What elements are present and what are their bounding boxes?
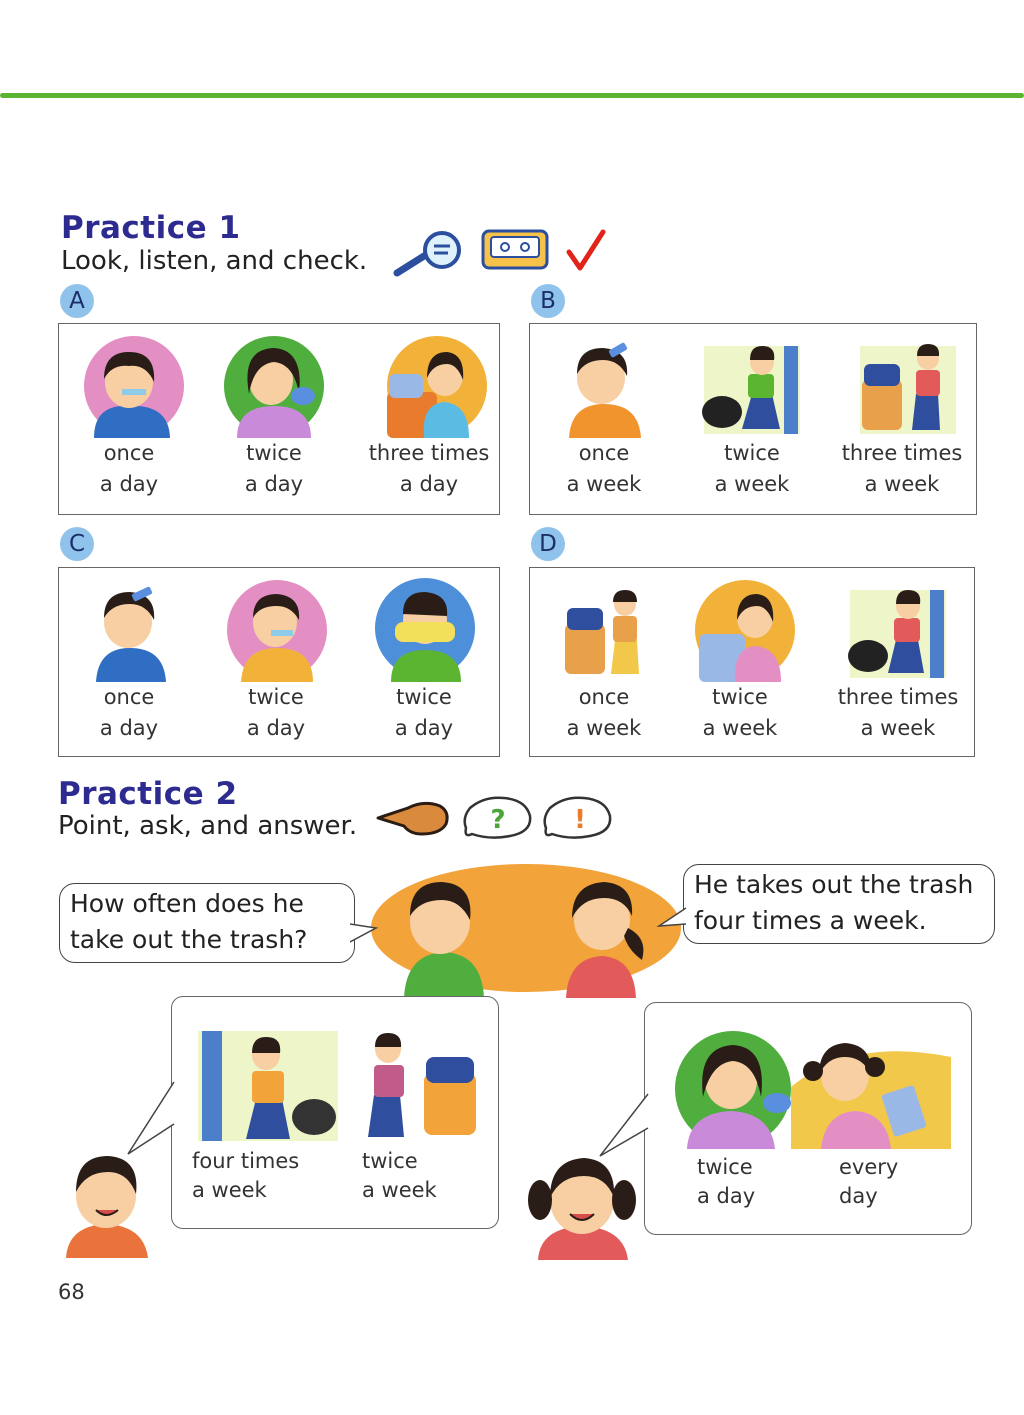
section-letter-c: C	[60, 527, 94, 561]
svg-text:!: !	[574, 805, 586, 835]
choice-line2: a week	[566, 472, 642, 496]
boy-vacuuming-picture	[362, 1025, 482, 1143]
choice-item[interactable]	[59, 578, 199, 744]
question-line2: take out the trash?	[70, 925, 308, 954]
page-number: 68	[58, 1280, 85, 1304]
choice-line1: three times	[368, 441, 490, 465]
boy-option-item[interactable]	[192, 1025, 342, 1205]
choice-line2: a week	[362, 1178, 437, 1202]
section-b-box	[529, 323, 977, 515]
choice-line1: twice	[396, 685, 452, 709]
choice-line2: a day	[399, 472, 459, 496]
choice-line2: a day	[246, 716, 306, 740]
section-a-box	[58, 323, 500, 515]
girl-speaker-picture	[524, 1148, 640, 1260]
exclamation-bubble-icon	[540, 794, 616, 842]
choice-item[interactable]	[359, 334, 499, 500]
top-green-rule	[0, 93, 1024, 98]
magnifier-icon	[392, 228, 472, 280]
question-speech-bubble	[59, 883, 355, 963]
boy-washing-face-picture	[369, 578, 479, 682]
choice-item[interactable]	[204, 334, 344, 500]
practice2-title: Practice 2	[58, 776, 238, 812]
boy-speaker-picture	[60, 1148, 152, 1258]
svg-text:?: ?	[490, 805, 506, 835]
girl-doing-homework-picture	[791, 1027, 951, 1149]
answer-line2: four times a week.	[694, 906, 927, 935]
choice-item[interactable]	[534, 334, 674, 500]
choice-line2: a day	[244, 472, 304, 496]
choice-item[interactable]	[682, 334, 822, 500]
choice-line2: a day	[697, 1184, 756, 1208]
choice-line2: a week	[702, 716, 778, 740]
choice-line1: three times	[837, 685, 959, 709]
practice1-instruction: Look, listen, and check.	[61, 246, 368, 276]
boy-brushing-teeth-picture	[221, 578, 331, 682]
choice-item[interactable]	[534, 578, 674, 744]
girl-option-item[interactable]	[791, 1027, 951, 1211]
choice-line2: a week	[192, 1178, 267, 1202]
choice-line2: day	[839, 1184, 878, 1208]
choice-line1: once	[578, 441, 630, 465]
cassette-icon	[481, 229, 551, 271]
girl-making-bed-picture	[685, 578, 795, 682]
checkmark-icon	[565, 228, 607, 274]
choice-item[interactable]	[670, 578, 810, 744]
choice-line2: a day	[394, 716, 454, 740]
choice-line2: a day	[99, 716, 159, 740]
choice-line1: twice	[248, 685, 304, 709]
boy-combing-hair-picture	[549, 334, 659, 438]
choice-line1: twice	[697, 1155, 753, 1179]
section-letter-a: A	[60, 284, 94, 318]
answer-bubble-tail	[655, 904, 687, 934]
section-d-box	[529, 567, 975, 757]
choice-item[interactable]	[832, 334, 972, 500]
boy-options-box	[171, 996, 499, 1229]
choice-line1: twice	[246, 441, 302, 465]
boy-taking-out-trash-picture	[192, 1025, 342, 1143]
boy-and-girl-talking-picture	[366, 858, 686, 998]
section-c-box	[58, 567, 500, 757]
section-letter-b: B	[531, 284, 565, 318]
boy-taking-out-trash-picture	[692, 334, 812, 438]
choice-line1: three times	[841, 441, 963, 465]
choice-line1: twice	[362, 1149, 418, 1173]
girl-brushing-hair-picture	[671, 1027, 801, 1149]
practice1-title: Practice 1	[61, 210, 241, 246]
girl-making-bed-picture	[369, 334, 489, 438]
choice-line1: twice	[724, 441, 780, 465]
choice-item[interactable]	[828, 578, 968, 744]
choice-line2: a week	[864, 472, 940, 496]
girl-brushing-hair-picture	[219, 334, 329, 438]
girl-taking-out-trash-picture	[838, 578, 958, 682]
question-bubble-tail	[350, 920, 380, 950]
choice-line1: once	[103, 441, 155, 465]
girl-option-item[interactable]	[671, 1027, 801, 1211]
choice-item[interactable]	[206, 578, 346, 744]
pointing-hand-icon	[374, 796, 454, 840]
choice-line1: once	[578, 685, 630, 709]
choice-line2: a day	[99, 472, 159, 496]
choice-item[interactable]	[59, 334, 199, 500]
choice-line2: a week	[714, 472, 790, 496]
choice-line2: a week	[566, 716, 642, 740]
answer-line1: He takes out the trash	[694, 870, 974, 899]
practice2-instruction: Point, ask, and answer.	[58, 811, 358, 841]
choice-line1: every	[839, 1155, 899, 1179]
boy-vacuuming-picture	[842, 334, 962, 438]
choice-line1: once	[103, 685, 155, 709]
question-bubble-icon	[460, 794, 536, 842]
answer-speech-bubble	[683, 864, 995, 944]
girl-brushing-teeth-picture	[74, 334, 184, 438]
question-line1: How often does he	[70, 889, 304, 918]
choice-item[interactable]	[354, 578, 494, 744]
section-letter-d: D	[531, 527, 565, 561]
boy-option-item[interactable]	[362, 1025, 482, 1205]
girl-options-box	[644, 1002, 972, 1235]
choice-line1: four times	[192, 1149, 300, 1173]
choice-line1: twice	[712, 685, 768, 709]
girl-vacuuming-picture	[549, 578, 659, 682]
boy-combing-hair-picture	[74, 578, 184, 682]
choice-line2: a week	[860, 716, 936, 740]
